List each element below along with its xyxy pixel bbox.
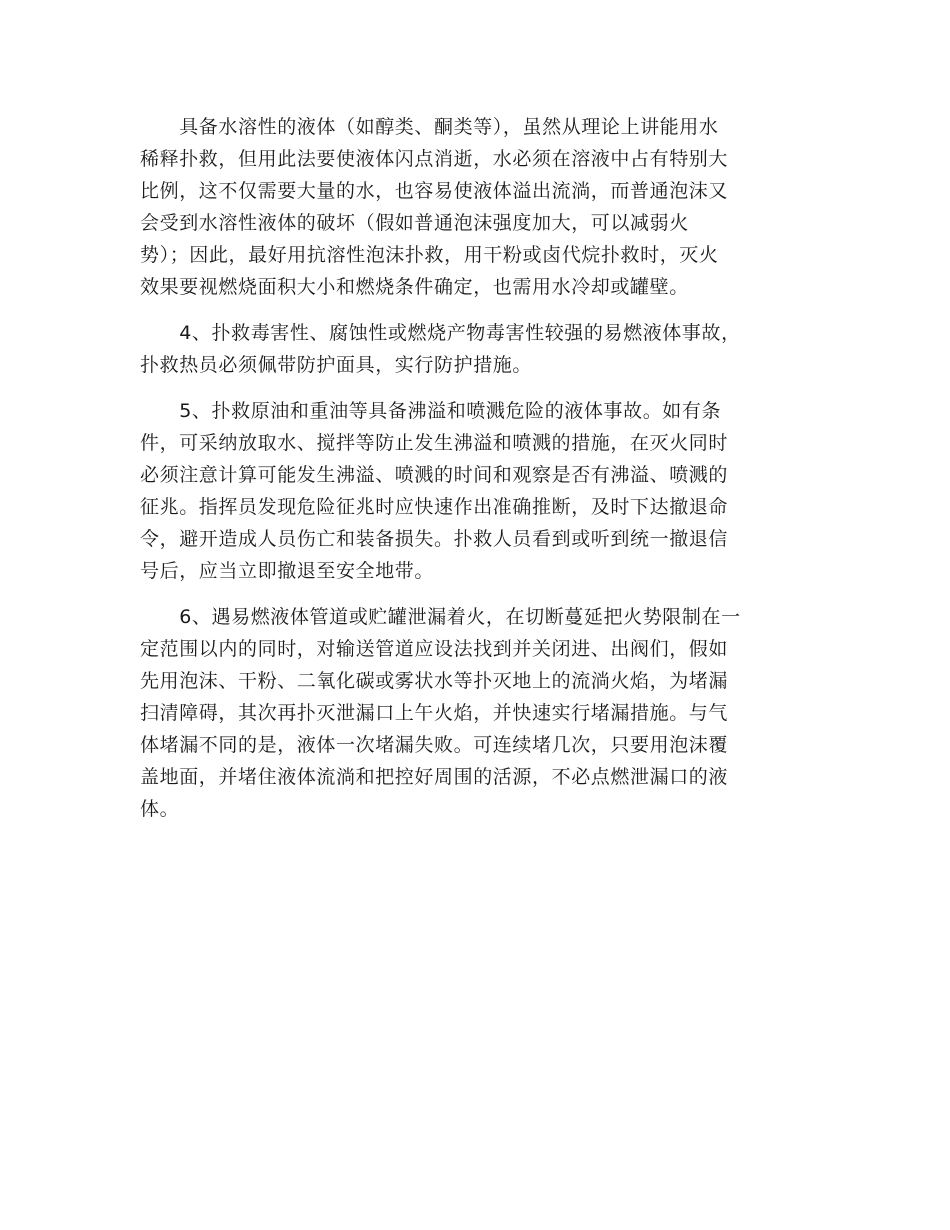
text-line: 具备水溶性的液体（如醇类、酮类等），虽然从理论上讲能用水 bbox=[140, 116, 719, 138]
paragraph-gap bbox=[140, 303, 812, 317]
text-line: 势）；因此，最好用抗溶性泡沫扑救，用干粉或卤代烷扑救时，灭火 bbox=[140, 244, 719, 266]
paragraph-item-4 bbox=[140, 317, 812, 381]
text-line: 效果要视燃烧面积大小和燃烧条件确定，也需用水冷却或罐壁。 bbox=[140, 276, 689, 298]
paragraph-item-5 bbox=[140, 395, 812, 587]
text-line: 体。 bbox=[140, 798, 180, 820]
text-line: 5、扑救原油和重油等具备沸溢和喷溅危险的液体事故。如有条 bbox=[140, 400, 722, 422]
text-line: 比例，这不仅需要大量的水，也容易使液体溢出流淌，而普通泡沫又 bbox=[140, 180, 729, 202]
text-line: 征兆。指挥员发现危险征兆时应快速作出准确推断，及时下达撤退命 bbox=[140, 496, 729, 518]
text-line: 4、扑救毒害性、腐蚀性或燃烧产物毒害性较强的易燃液体事故， bbox=[140, 322, 741, 344]
paragraph-item-6 bbox=[140, 601, 812, 825]
document-body bbox=[140, 111, 812, 825]
paragraph-gap bbox=[140, 587, 812, 601]
text-line: 体堵漏不同的是，液体一次堵漏失败。可连续堵几次，只要用泡沫覆 bbox=[140, 734, 729, 756]
text-line: 先用泡沫、干粉、二氧化碳或雾状水等扑灭地上的流淌火焰，为堵漏 bbox=[140, 670, 729, 692]
paragraph-water-soluble-liquids bbox=[140, 111, 812, 303]
text-line: 扑救热员必须佩带防护面具，实行防护措施。 bbox=[140, 354, 533, 376]
text-line: 必须注意计算可能发生沸溢、喷溅的时间和观察是否有沸溢、喷溅的 bbox=[140, 464, 729, 486]
text-line: 件，可采纳放取水、搅拌等防止发生沸溢和喷溅的措施，在灭火同时 bbox=[140, 432, 729, 454]
paragraph-gap bbox=[140, 381, 812, 395]
text-line: 扫清障碍，其次再扑灭泄漏口上午火焰，并快速实行堵漏措施。与气 bbox=[140, 702, 729, 724]
text-line: 会受到水溶性液体的破坏（假如普通泡沫强度加大，可以减弱火 bbox=[140, 212, 689, 234]
text-line: 号后，应当立即撤退至安全地带。 bbox=[140, 560, 435, 582]
text-line: 稀释扑救，但用此法要使液体闪点消逝，水必须在溶液中占有特别大 bbox=[140, 148, 729, 170]
text-line: 盖地面，并堵住液体流淌和把控好周围的活源，不必点燃泄漏口的液 bbox=[140, 766, 729, 788]
text-line: 6、遇易燃液体管道或贮罐泄漏着火，在切断蔓延把火势限制在一 bbox=[140, 606, 741, 628]
text-line: 定范围以内的同时，对输送管道应设法找到并关闭进、出阀们，假如 bbox=[140, 638, 729, 660]
text-line: 令，避开造成人员伤亡和装备损失。扑救人员看到或听到统一撤退信 bbox=[140, 528, 729, 550]
